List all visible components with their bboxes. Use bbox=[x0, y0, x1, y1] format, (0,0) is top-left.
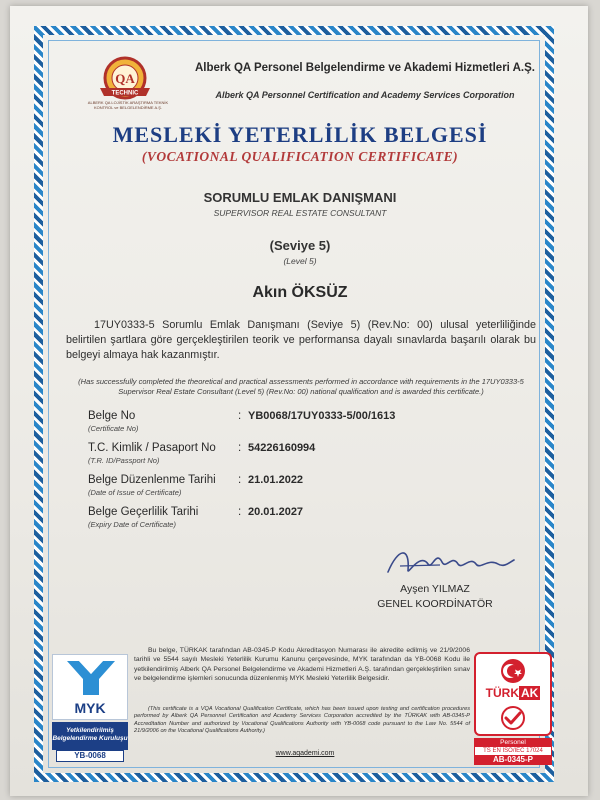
holder-name: Akın ÖKSÜZ bbox=[252, 284, 348, 301]
myk-logo-text: MYK bbox=[74, 700, 106, 716]
field-colon: : bbox=[238, 506, 242, 518]
certificate-fields bbox=[88, 410, 528, 538]
certificate-subtitle: (VOCATIONAL QUALIFICATION CERTIFICATE) bbox=[141, 149, 459, 164]
myk-strip bbox=[52, 722, 128, 750]
footer-text-tr: Bu belge, TÜRKAK tarafından AB-0345-P Kodu Akreditasyon Numarası ile akredite edilmiş ve 21/9/2006 tarihli ve 5544 sayılı Mesleki Yeterlilik Kurumu Kanunu çerçevesinde, MYK tarafından da YB-0068 Kodu ile yetkilendirilmiş Alberk QA Personel Belgelendirme ve Akademi Hizmetleri A.Ş. tarafından gerçekleştirilen sınav ve belgelendirme işlemleri sonucunda düzenlenmiş MYK Mesleki Yeterlilik Belgesidir. bbox=[134, 647, 470, 683]
field-label: Belge No bbox=[88, 410, 136, 422]
field-colon: : bbox=[238, 442, 242, 454]
myk-badge bbox=[52, 654, 128, 762]
field-value: YB0068/17UY0333-5/00/1613 bbox=[248, 410, 396, 422]
statement-en: (Has successfully completed the theoretical and practical assessments performed in accordance with requirements in the 17UY0333-5 Supervisor Real Estate Consultant (Level 5) (Rev.No: 00) national qualification and is awarded this certificate.) bbox=[78, 377, 524, 396]
field-label: Belge Geçerlilik Tarihi bbox=[88, 506, 199, 518]
field-value: 20.01.2027 bbox=[248, 506, 304, 518]
website-link[interactable]: www.aqademi.com bbox=[275, 750, 335, 757]
turkak-band-standard: TS EN ISO/IEC 17024 bbox=[474, 747, 552, 755]
field-label: T.C. Kimlik / Pasaport No bbox=[88, 442, 216, 454]
field-row-expiry-date bbox=[88, 506, 528, 538]
signature-icon bbox=[380, 542, 520, 580]
field-row-issue-date bbox=[88, 474, 528, 506]
logo-text: QA bbox=[115, 71, 135, 86]
qualification-title: SORUMLU EMLAK DANIŞMANI bbox=[203, 190, 397, 205]
field-value: 21.01.2022 bbox=[248, 474, 304, 486]
field-label-en: (Certificate No) bbox=[88, 424, 139, 433]
field-label: Belge Düzenlenme Tarihi bbox=[88, 474, 216, 486]
field-value: 54226160994 bbox=[248, 442, 316, 454]
footer-text-en: (This certificate is a VQA Vocational Qualification Certificate, which has been issued upon testing and certification procedures performed by Alberk QA Personnel Certification and Academy Services Corporation accredited by the TÜRKAK with AB-0345-P Accreditation Number and authorized by Vocational Qualifications Authority with YB-0068 code pursuant to the Law No. 5544 of 21/9/2006 on the Vocational Qualifications Authority.) bbox=[134, 706, 470, 735]
field-colon: : bbox=[238, 410, 242, 422]
myk-logo-icon bbox=[53, 655, 129, 701]
issuer-name-en: Alberk QA Personnel Certification and Academy Services Corporation bbox=[215, 90, 515, 100]
field-row-certificate-no bbox=[88, 410, 528, 442]
signatory-name: Ayşen YILMAZ bbox=[400, 583, 470, 595]
turkak-word-main: TÜRK bbox=[485, 686, 519, 700]
myk-strip-line1: Yetkilendirilmiş bbox=[66, 727, 114, 734]
certificate-title: MESLEKİ YETERLİLİK BELGESİ bbox=[112, 122, 488, 147]
qualification-title-en: SUPERVISOR REAL ESTATE CONSULTANT bbox=[213, 208, 387, 218]
logo-ribbon: TECHNIC bbox=[111, 90, 139, 97]
logo-caption: ALBERK QA LOJİSTİK ARAŞTIRMA TEKNİK KONTROL ve BELGELENDİRME A.Ş. bbox=[87, 100, 169, 110]
field-row-id-no bbox=[88, 442, 528, 474]
field-label-en: (Date of Issue of Certificate) bbox=[88, 488, 182, 497]
level-label: (Seviye 5) bbox=[269, 238, 331, 253]
turkak-badge bbox=[474, 652, 552, 764]
signatory-title: GENEL KOORDİNATÖR bbox=[377, 598, 493, 610]
turkak-band-personnel: Personel bbox=[474, 738, 552, 747]
checkmark-icon bbox=[476, 704, 550, 734]
turkak-wordmark bbox=[476, 686, 550, 700]
level-label-en: (Level 5) bbox=[283, 256, 317, 266]
myk-strip-line2: Belgelendirme Kuruluşu bbox=[52, 735, 128, 742]
turkak-frame bbox=[474, 652, 552, 736]
field-label-en: (T.R. ID/Passport No) bbox=[88, 456, 160, 465]
field-colon: : bbox=[238, 474, 242, 486]
turkak-band-code: AB-0345-P bbox=[474, 755, 552, 765]
myk-code: YB-0068 bbox=[56, 750, 124, 762]
field-label-en: (Expiry Date of Certificate) bbox=[88, 520, 176, 529]
issuer-name-tr: Alberk QA Personel Belgelendirme ve Akademi Hizmetleri A.Ş. bbox=[194, 62, 535, 74]
turkish-crescent-icon bbox=[476, 656, 550, 688]
statement-tr: 17UY0333-5 Sorumlu Emlak Danışmanı (Seviye 5) (Rev.No: 00) ulusal yeterliliğinde belirtilen şartlara göre gerçekleştirilen teorik ve performansa dayalı sınavlarda başarılı olarak bu belgeyi almaya hak kazanmıştır. bbox=[66, 319, 536, 361]
turkak-word-ak: AK bbox=[520, 686, 539, 700]
